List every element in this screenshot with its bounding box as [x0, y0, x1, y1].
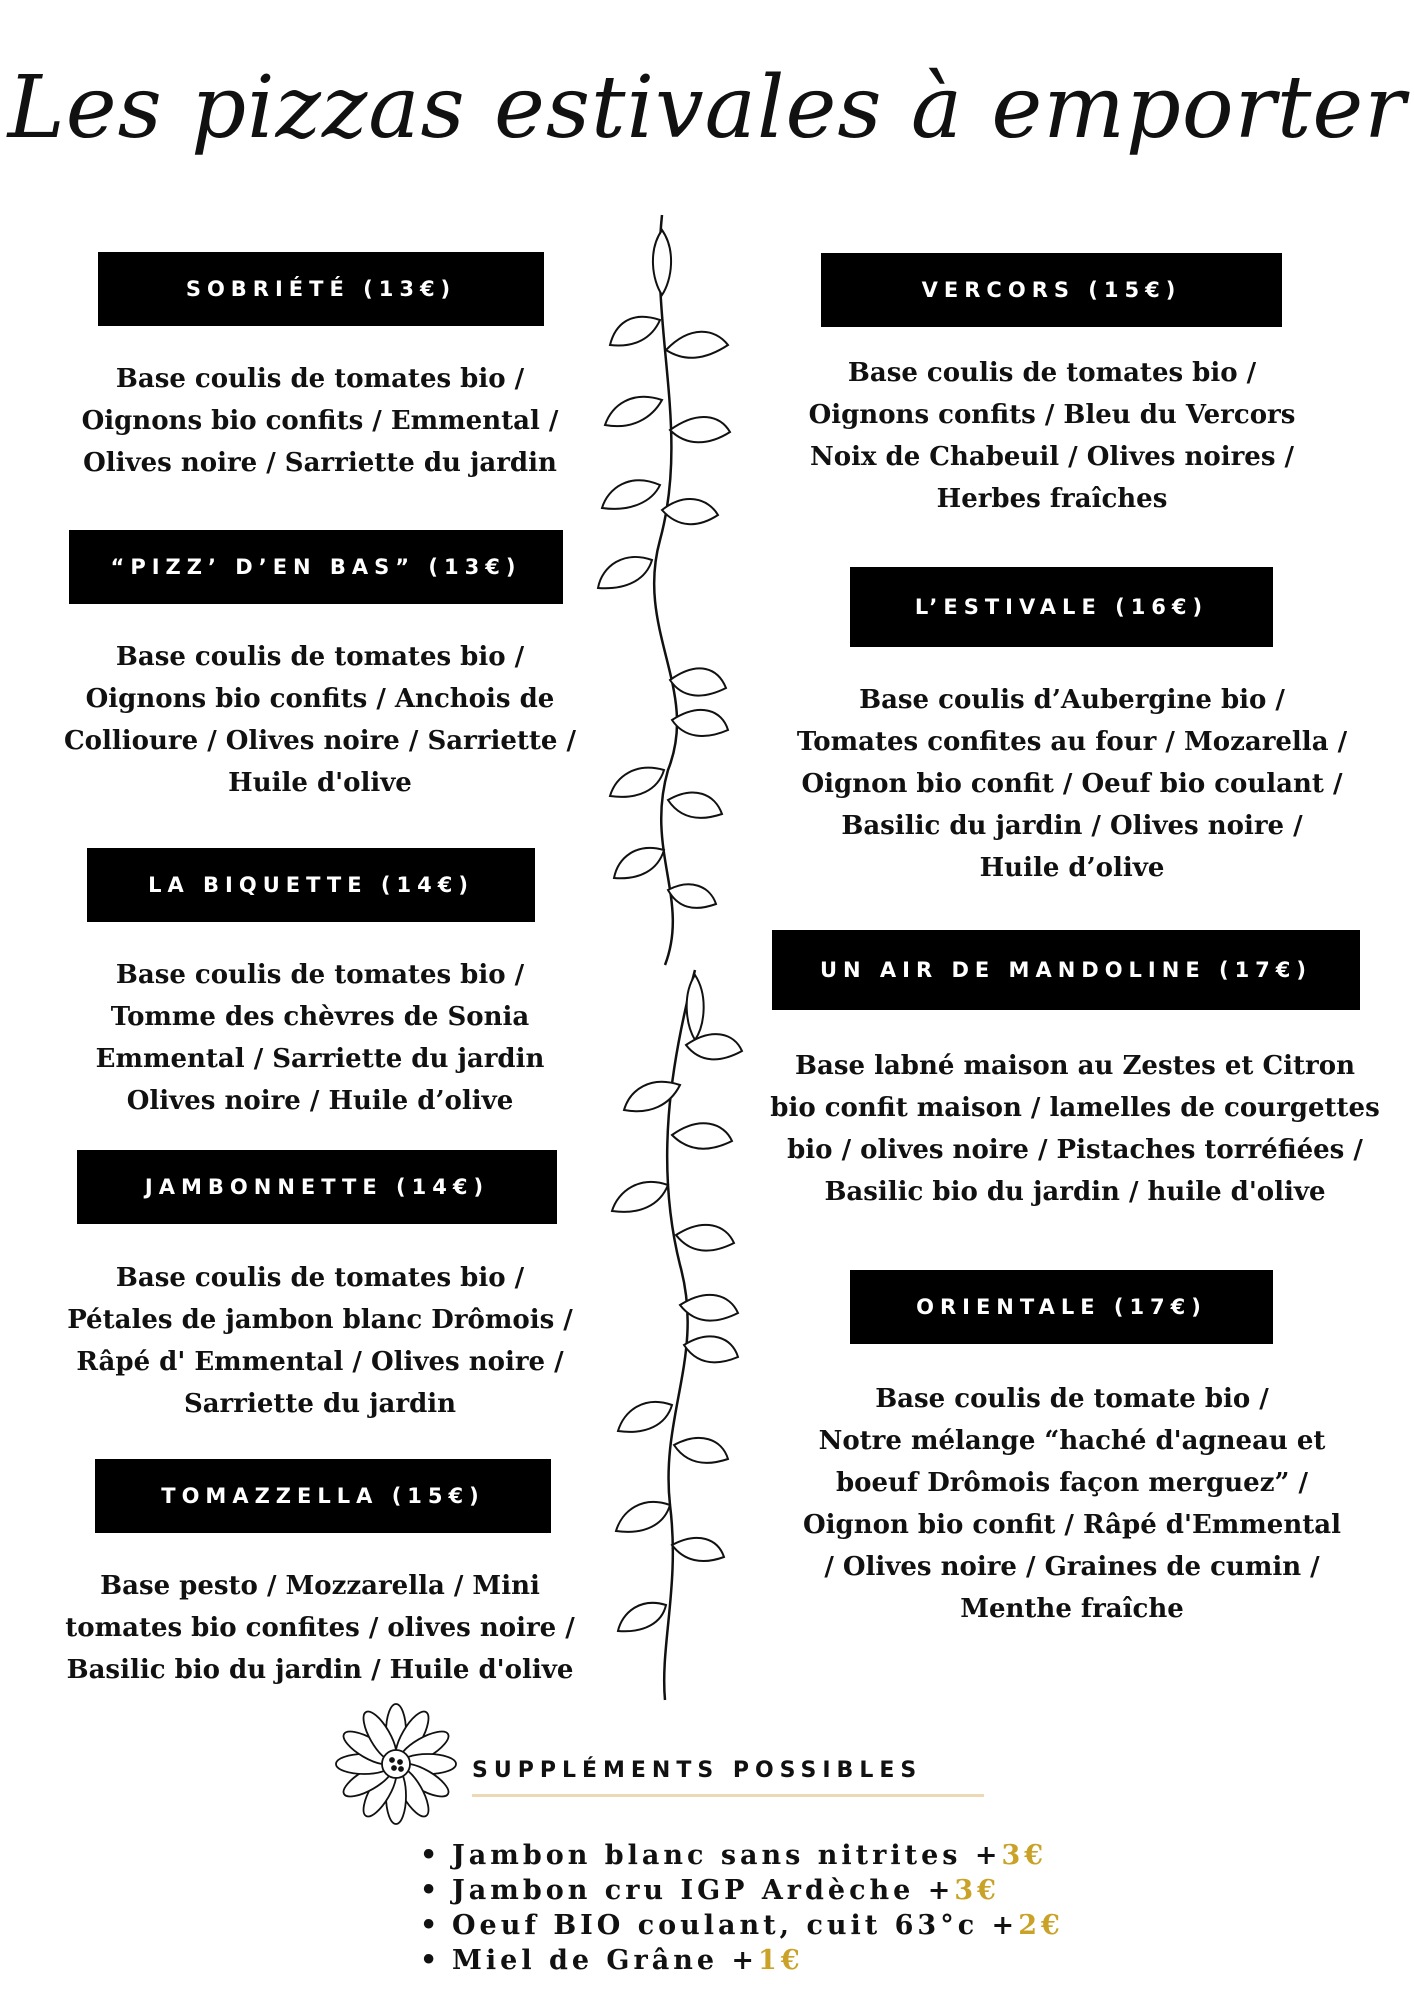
daisy-flower-icon — [326, 1702, 466, 1832]
supplements-list — [420, 1838, 1064, 1978]
pizza-description-pizz-den-bas: Base coulis de tomates bio / Oignons bio confits / Anchois de Collioure / Olives noire / Sarriette / Huile d'olive — [63, 642, 576, 798]
supplement-price: 3€ — [954, 1875, 1000, 1906]
pizza-description-sobriete: Base coulis de tomates bio / Oignons bio confits / Emmental / Olives noire / Sarriette du jardin — [81, 364, 559, 478]
pizza-label-sobriete: SOBRIÉTÉ (13€) — [98, 252, 544, 326]
pizza-description-tomazzella: Base pesto / Mozzarella / Mini tomates bio confites / olives noire / Basilic bio du jardin / Huile d'olive — [65, 1571, 575, 1685]
pizza-label-lestivale: L’ESTIVALE (16€) — [850, 567, 1273, 647]
supplement-price: 3€ — [1001, 1840, 1048, 1871]
pizza-description-lestivale: Base coulis d’Aubergine bio / Tomates confites au four / Mozarella / Oignon bio confit / Oeuf bio coulant / Basilic du jardin / Olives noire / Huile d’olive — [796, 685, 1348, 883]
supplement-item: • Jambon cru IGP Ardèche +3€ — [420, 1873, 1064, 1908]
pizza-description-un-air-de-mandoline: Base labné maison au Zestes et Citron bio confit maison / lamelles de courgettes bio / olives noire / Pistaches torréfiées / Basilic bio du jardin / huile d'olive — [770, 1051, 1380, 1207]
pizza-label-orientale: ORIENTALE (17€) — [850, 1270, 1273, 1344]
pizza-label-vercors: VERCORS (15€) — [821, 253, 1282, 327]
pizza-label-pizz-den-bas: “PIZZ’ D’EN BAS” (13€) — [69, 530, 563, 604]
supplement-item: • Miel de Grâne +1€ — [420, 1943, 1064, 1978]
leaf-vine-icon — [600, 965, 750, 1705]
supplements-title: SUPPLÉMENTS POSSIBLES — [472, 1758, 923, 1783]
supplement-price: 1€ — [758, 1945, 804, 1976]
supplements-underline — [472, 1794, 984, 1797]
supplement-item: • Oeuf BIO coulant, cuit 63°c +2€ — [420, 1908, 1064, 1943]
pizza-description-vercors: Base coulis de tomates bio / Oignons confits / Bleu du Vercors Noix de Chabeuil / Olives noires / Herbes fraîches — [808, 358, 1296, 514]
pizza-label-tomazzella: TOMAZZELLA (15€) — [95, 1459, 551, 1533]
pizza-description-la-biquette: Base coulis de tomates bio / Tomme des chèvres de Sonia Emmental / Sarriette du jardin Olives noire / Huile d’olive — [95, 960, 545, 1116]
supplement-price: 2€ — [1018, 1910, 1064, 1941]
supplement-item: • Jambon blanc sans nitrites +3€ — [420, 1838, 1064, 1873]
pizza-description-orientale: Base coulis de tomate bio / Notre mélange “haché d'agneau et boeuf Drômois façon merguez” / Oignon bio confit / Râpé d'Emmental / Olives noire / Graines de cumin / Menthe fraîche — [803, 1384, 1341, 1624]
pizza-label-la-biquette: LA BIQUETTE (14€) — [87, 848, 535, 922]
page-title: Les pizzas estivales à emporter — [7, 58, 1407, 158]
pizza-label-un-air-de-mandoline: UN AIR DE MANDOLINE (17€) — [772, 930, 1360, 1010]
pizza-label-jambonnette: JAMBONNETTE (14€) — [77, 1150, 557, 1224]
pizza-description-jambonnette: Base coulis de tomates bio / Pétales de jambon blanc Drômois / Râpé d' Emmental / Olives noire / Sarriette du jardin — [67, 1263, 573, 1419]
leaf-vine-icon — [590, 210, 740, 970]
